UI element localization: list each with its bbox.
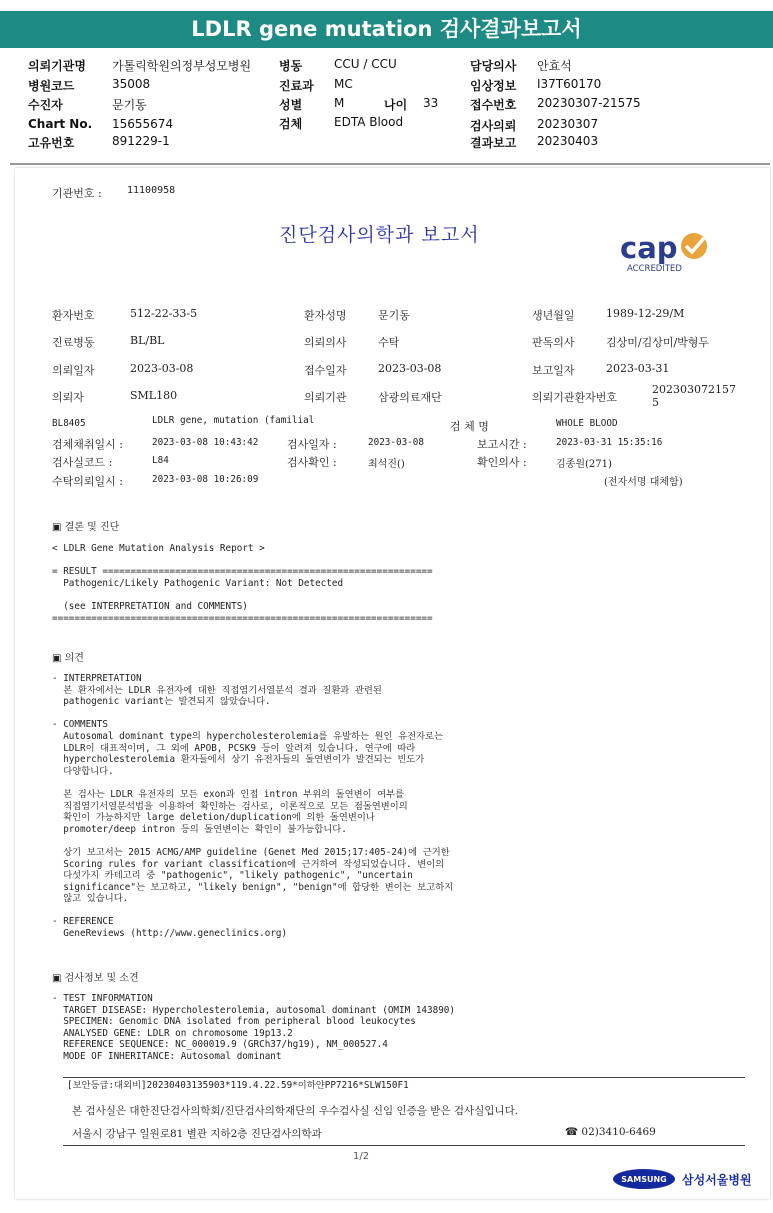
info-label: 판독의사 — [532, 336, 575, 349]
certification-text: 본 검사실은 대한진단검사의학회/진단검사의학재단의 우수검사실 신임 인증을 받은 검사실입니다. — [72, 1105, 519, 1117]
info-value: 512-22-33-5 — [130, 307, 198, 320]
header-label: 의뢰기관명 — [28, 59, 86, 73]
section-conclusion-body: < LDLR Gene Mutation Analysis Report > = RESULT =========================================================== Pathogenic/Likely Pathogenic Variant: Not Detected (see INTERPRETATION and COMMENTS) ==================================================================== — [52, 543, 433, 624]
lab-phone: ☎ 02)3410-6469 — [565, 1126, 656, 1138]
inst-no-label: 기관번호 : — [52, 187, 102, 200]
info-label: 생년월일 — [532, 309, 575, 322]
samsung-logo-text: SAMSUNG — [621, 1175, 667, 1184]
header-value: 15655674 — [112, 117, 174, 131]
info-label: 진료병동 — [52, 336, 95, 349]
info-value: 김상미/김상미/박형두 — [606, 336, 710, 349]
lab-address: 서울시 강남구 일원로81 별관 지하2층 진단검사의학과 — [72, 1128, 322, 1140]
test-date-label: 검사일자 : — [287, 438, 337, 451]
info-label: 접수일자 — [304, 364, 347, 377]
header-label: 담당의사 — [470, 59, 517, 73]
header-label: 결과보고 — [470, 136, 517, 150]
header-label: 검체 — [279, 117, 303, 131]
header-age-label: 나이 — [384, 98, 408, 112]
cap-logo-text: cap — [620, 231, 678, 265]
info-value: 2023-03-08 — [130, 362, 194, 375]
specimen-value: WHOLE BLOOD — [556, 418, 618, 429]
security-line: [보안등급:대외비]20230403135903*119.4.22.59*이하얀PP7216*SLW150F1 — [67, 1080, 409, 1091]
header-value: 문기동 — [112, 98, 147, 112]
collect-value: 2023-03-08 10:43:42 — [152, 437, 259, 448]
header-value: CCU / CCU — [334, 57, 397, 71]
confirm-label: 검사확인 : — [287, 456, 337, 469]
info-label: 의뢰자 — [52, 391, 84, 404]
inst-no: 11100958 — [127, 185, 176, 196]
room-code-label: 검사실코드 : — [52, 456, 113, 469]
info-label: 의뢰일자 — [52, 364, 95, 377]
info-label: 의뢰의사 — [304, 336, 347, 349]
footer-divider — [63, 1077, 745, 1078]
header-value: 20230307 — [537, 117, 599, 131]
section-conclusion-heading: ▣ 결론 및 진단 — [52, 522, 120, 533]
report-banner-title: LDLR gene mutation 검사결과보고서 — [0, 11, 773, 48]
info-value: 수탁 — [378, 336, 400, 349]
info-label: 의뢰기관 — [304, 391, 347, 404]
header-value: 20230307-21575 — [537, 96, 641, 110]
header-divider — [10, 163, 770, 165]
info-value: 2023-03-31 — [606, 362, 670, 375]
test-code: BL8405 — [52, 418, 86, 429]
header-label: 병동 — [279, 59, 303, 73]
header-age-value: 33 — [423, 96, 439, 110]
info-label: 환자번호 — [52, 309, 95, 322]
section-opinion-heading: ▣ 의견 — [52, 653, 84, 664]
header-label: 고유번호 — [28, 136, 75, 150]
test-name: LDLR gene, mutation (familial — [152, 415, 315, 426]
info-value: 2023-03-08 — [378, 362, 442, 375]
header-value: 20230403 — [537, 134, 599, 148]
header-label: 검사의뢰 — [470, 119, 517, 133]
samsung-hospital-logo — [612, 1167, 752, 1191]
section-test-info-body: - TEST INFORMATION TARGET DISEASE: Hypercholesterolemia, autosomal dominant (OMIM 143890) SPECIMEN: Genomic DNA isolated from peripheral blood leukocytes ANALYSED GENE: LDLR on chromosome 19p13.2 REFERENCE SEQUENCE: NC_000019.9 (GRCh37/hg19), NM_000527.4 MODE OF INHERITANCE: Autosomal dominant — [52, 993, 455, 1062]
cap-accredited-text: ACCREDITED — [627, 264, 682, 274]
info-value: BL/BL — [130, 334, 165, 347]
info-label: 의뢰기관환자번호 — [532, 391, 618, 404]
confirm-doc-value: 김종원(271) — [556, 459, 612, 470]
hospital-name: 삼성서울병원 — [682, 1173, 752, 1187]
header-value: M — [334, 96, 345, 110]
header-label: Chart No. — [28, 117, 93, 131]
header-value: 안효석 — [537, 59, 572, 73]
info-value: 1989-12-29/M — [606, 307, 685, 320]
info-value: 202303072157 — [652, 383, 736, 396]
collect-label: 검체채취일시 : — [52, 438, 123, 451]
header-value: EDTA Blood — [334, 115, 404, 129]
info-value: 문기동 — [378, 309, 410, 322]
confirm-value: 최석진() — [368, 459, 405, 470]
esign-note: (전자서명 대체함) — [604, 477, 683, 488]
report-time-value: 2023-03-31 15:35:16 — [556, 437, 663, 448]
header-label: 진료과 — [279, 79, 314, 93]
header-value: I37T60170 — [537, 77, 602, 91]
header-label: 접수번호 — [470, 98, 517, 112]
confirm-doc-label: 확인의사 : — [477, 456, 527, 469]
info-label: 환자성명 — [304, 309, 347, 322]
recv-value: 2023-03-08 10:26:09 — [152, 474, 259, 485]
recv-label: 수탁의뢰일시 : — [52, 475, 123, 488]
header-value: 35008 — [112, 77, 151, 91]
test-date-value: 2023-03-08 — [368, 437, 424, 448]
report-time-label: 보고시간 : — [477, 438, 527, 451]
report-title: 진단검사의학과 보고서 — [279, 224, 480, 246]
info-value: SML180 — [130, 389, 178, 402]
header-value: MC — [334, 77, 353, 91]
cap-accredited-logo — [618, 228, 718, 274]
header-value: 891229-1 — [112, 134, 170, 148]
info-label: 보고일자 — [532, 364, 575, 377]
page-number: 1/2 — [353, 1151, 370, 1162]
header-label: 성별 — [279, 98, 303, 112]
header-label: 임상정보 — [470, 79, 517, 93]
header-label: 수진자 — [28, 98, 63, 112]
room-code-value: L84 — [152, 455, 169, 466]
header-label: 병원코드 — [28, 79, 75, 93]
inst-patient-no-cont: 5 — [652, 396, 659, 409]
info-value: 삼광의료재단 — [378, 391, 442, 404]
header-value: 가톨릭학원의정부성모병원 — [112, 59, 252, 73]
footer-divider-bottom — [63, 1145, 745, 1146]
section-opinion-body: - INTERPRETATION 본 환자에서는 LDLR 유전자에 대한 직접염기서열분석 결과 질환과 관련된 pathogenic variant는 발견되지 않았습니다. - COMMENTS Autosomal dominant type의 hypercholesterolemia를 유발하는 원인 유전자로는 LDLR이 대표적이며, 그 외에 APOB, PCSK9 등이 알려져 있습니다. 연구에 따라 hypercholesterolemia 환자들에서 상기 유전자들의 돌연변이가 발견되는 빈도가 다양합니다. 본 검사는 LDLR 유전자의 모든 exon과 인접 intron 부위의 돌연변이 여부를 직접염기서열분석법을 이용하여 확인하는 검사로, 이론적으로 모든 점돌연변이의 확인이 가능하지만 large deletion/duplication에 의한 돌연변이나 promoter/deep intron 등의 돌연변이는 확인이 불가능합니다. 상기 보고서는 2015 ACMG/AMP guideline (Genet Med 2015;17:405-24)에 근거한 Scoring rules for variant classification에 근거하여 작성되었습니다. 변이의 다섯가지 카테고리 중 "pathogenic", "likely pathogenic", "uncertain significance"는 보고하고, "likely benign", "benign"에 합당한 변이는 보고하지 않고 있습니다. - REFERENCE GeneReviews (http://www.geneclinics.org) — [52, 673, 454, 940]
section-test-info-heading: ▣ 검사정보 및 소견 — [52, 973, 139, 984]
specimen-label: 검 체 명 — [450, 420, 489, 433]
